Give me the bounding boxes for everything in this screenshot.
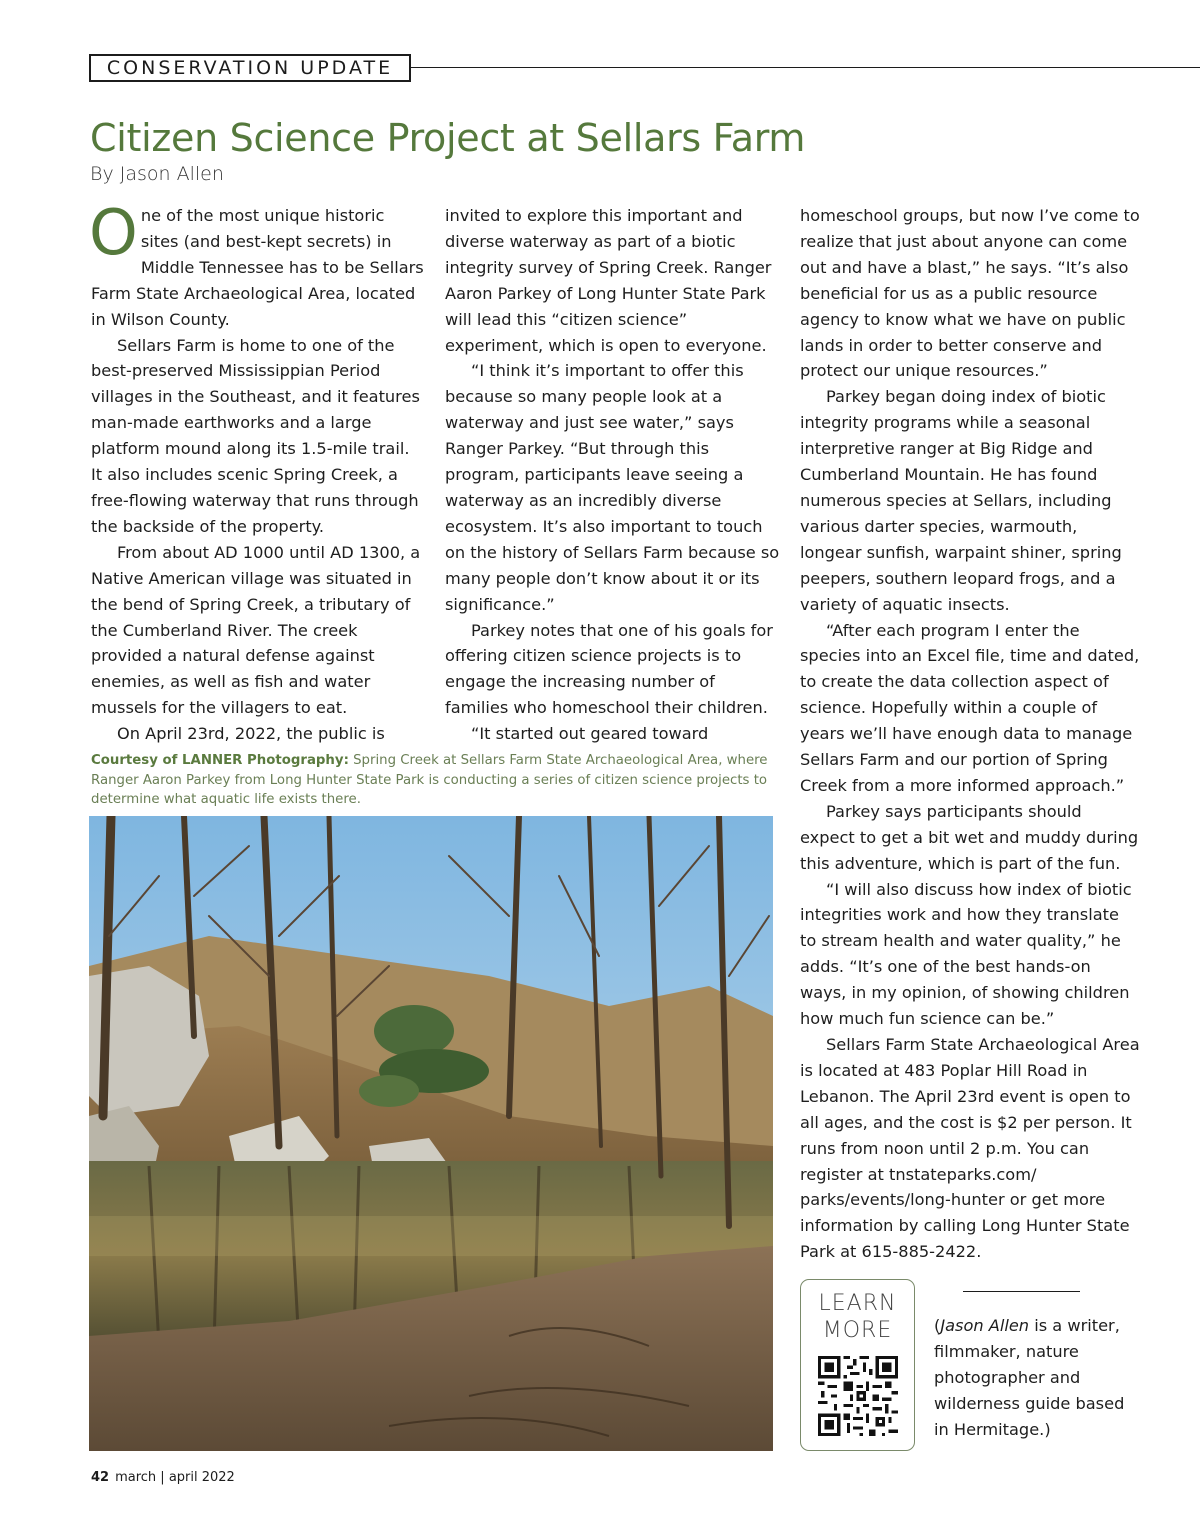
bio-paren: ( [934, 1316, 941, 1335]
author-name: Jason Allen [940, 1316, 1030, 1335]
photo-credit: Courtesy of LANNER Photography: [91, 753, 349, 768]
caption-text: Spring Creek at Sellars Farm State Archaeological Area, where Ranger Aaron Parkey from Long Hunter State Park is conducting a series of citizen science projects to determine what aquatic life exists there. [91, 753, 768, 807]
paragraph: homeschool groups, but now I’ve come to realize that just about anyone can come out and have a blast,” he says. “It’s also beneficial for us as a public resource agency to know what we have on public lands in order to better conserve and protect our unique resources.” [800, 206, 1140, 381]
learn-more-label [801, 1290, 914, 1344]
learn-more-line: LEARN [818, 1291, 897, 1316]
text-column-1 [89, 196, 425, 747]
page-number: 42 [91, 1470, 110, 1485]
bio-text: is a writer, filmmaker, nature photographer and wilderness guide based in Hermitage.) [934, 1316, 1125, 1439]
byline: By Jason Allen [90, 163, 224, 185]
paragraph: “I will also discuss how index of biotic integrities work and how they translate to stream health and water quality,” he adds. “It’s one of the best hands-on ways, in my opinion, of showing children how much fun science can be.” [800, 879, 1132, 1029]
learn-more-line: MORE [822, 1318, 893, 1343]
issue-date: march | april 2022 [115, 1470, 235, 1485]
paragraph: Parkey began doing index of biotic integrity programs while a seasonal interpretive ranger at Big Ridge and Cumberland Mountain. He has found numerous species at Sellars, including various darter species, warmouth, longear sunfish, warpaint shiner, spring peepers, southern leopard frogs, and a variety of aquatic insects. [800, 387, 1122, 614]
section-rule [409, 67, 1200, 68]
paragraph [89, 196, 425, 333]
learn-more-box[interactable] [800, 1279, 915, 1451]
article-headline: Citizen Science Project at Sellars Farm [90, 116, 806, 160]
bio-divider [963, 1291, 1080, 1292]
text-column-3 [800, 203, 1140, 1265]
paragraph: invited to explore this important and diverse waterway as part of a biotic integrity survey of Spring Creek. Ranger Aaron Parkey of Long Hunter State Park will lead this “citizen science” experiment, which is open to everyone. [445, 206, 772, 355]
creek-photo [89, 816, 773, 1451]
paragraph: “It started out geared toward [471, 724, 709, 744]
paragraph: On April 23rd, 2022, the public is [117, 724, 385, 744]
section-tag: CONSERVATION UPDATE [89, 54, 411, 82]
paragraph: Parkey notes that one of his goals for offering citizen science projects is to engage the increasing number of families who homeschool their children. [445, 620, 773, 718]
author-bio [934, 1313, 1139, 1443]
paragraph: “I think it’s important to offer this because so many people look at a waterway and just see water,” says Ranger Parkey. “But through this program, participants leave seeing a waterway as an incredibly diverse ecosystem. It’s also important to touch on the history of Sellars Farm because so many people don’t know about it or its significance.” [445, 361, 780, 614]
paragraph: Sellars Farm State Archaeological Area is located at 483 Poplar Hill Road in Lebanon. The April 23rd event is open to all ages, and the cost is $2 per person. It runs from noon until 2 p.m. You can register at tnstateparks.com/ parks/events/long-hunter or get more information by calling Long Hunter State Park at 615-885-2422. [800, 1035, 1140, 1262]
qr-code-icon[interactable] [818, 1356, 898, 1436]
paragraph: Parkey says participants should expect to get a bit wet and muddy during this adventure, which is part of the fun. [800, 801, 1139, 873]
paragraph: From about AD 1000 until AD 1300, a Native American village was situated in the bend of Spring Creek, a tributary of the Cumberland River. The creek provided a natural defense against enemies, as well as fish and water mussels for the villagers to eat. [91, 542, 421, 718]
photo-caption [91, 751, 781, 810]
paragraph: Sellars Farm is home to one of the best-preserved Mississippian Period villages in the Southeast, and it features man-made earthworks and a large platform mound along its 1.5-mile trail. It also includes scenic Spring Creek, a free-flowing waterway that runs through the backside of the property. [91, 335, 420, 536]
drop-cap: O [89, 196, 138, 269]
text-column-2 [445, 203, 783, 747]
paragraph: “After each program I enter the species into an Excel file, time and dated, to create the data collection aspect of science. Hopefully within a couple of years we’ll have enough data to manage Sellars Farm and our portion of Spring Creek from a more informed approach.” [800, 620, 1140, 795]
photo-illustration [89, 816, 773, 1451]
page-folio [91, 1470, 235, 1485]
paragraph-text: ne of the most unique historic sites (and best-kept secrets) in Middle Tennessee has to be Sellars Farm State Archaeological Area, located in Wilson County. [91, 206, 424, 329]
